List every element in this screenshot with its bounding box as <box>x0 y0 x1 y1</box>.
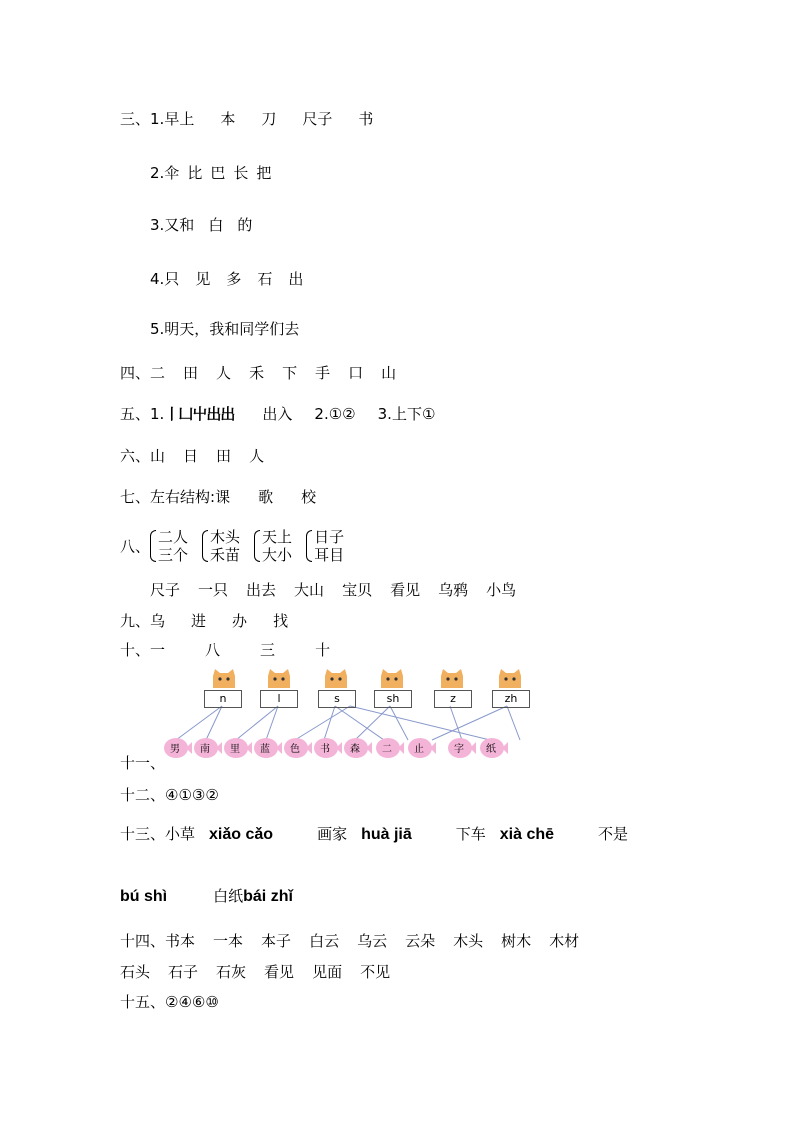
matching-diagram <box>160 668 580 768</box>
fish-char: 色 <box>290 744 300 755</box>
section-3-line-5: 5.明天，我和同学们去 <box>150 320 300 338</box>
section-6: 六、山 日 田 人 <box>120 447 265 465</box>
fish-char: 二 <box>382 744 392 755</box>
fish-char: 森 <box>350 744 360 755</box>
pair-group: 二人 三个 <box>150 528 188 564</box>
section-3-line-4: 4.只 见 多 石 出 <box>150 270 304 288</box>
fish-char: 男 <box>170 744 180 755</box>
section-3-title: 三、 <box>120 110 151 128</box>
fish-char: 里 <box>230 744 240 755</box>
pair-group: 木头 禾苗 <box>202 528 240 564</box>
initial-box: sh <box>374 690 412 708</box>
initial-box: l <box>260 690 298 708</box>
fish-char: 字 <box>454 744 464 755</box>
cat-icon <box>265 668 293 690</box>
cat-icon <box>322 668 350 690</box>
fish-char: 纸 <box>486 744 496 755</box>
section-14-line-2: 石头 石子 石灰 看见 见面 不见 <box>120 963 391 981</box>
cat-icon <box>378 668 406 690</box>
section-7: 七、左右结构:课 歌 校 <box>120 488 317 506</box>
section-9: 九、乌 进 办 找 <box>120 612 289 630</box>
initial-box: z <box>434 690 472 708</box>
fish-char: 南 <box>200 744 210 755</box>
section-4: 四、二 田 人 禾 下 手 口 山 <box>120 364 397 382</box>
section-3-line-2: 2.伞 比 巴 长 把 <box>150 164 272 182</box>
initial-box: n <box>204 690 242 708</box>
cat-icon <box>496 668 524 690</box>
section-3-line-3: 3.又和 白 的 <box>150 216 253 234</box>
initial-box: s <box>318 690 356 708</box>
section-15: 十五、②④⑥⑩ <box>120 993 219 1011</box>
section-5: 五、1.丨凵屮出出 出入 2.①② 3.上下① <box>120 405 436 423</box>
section-8-pairs: 八、 二人 三个 木头 禾苗 天上 大小 日子 耳目 <box>120 528 345 564</box>
cat-icon <box>438 668 466 690</box>
fish-char: 书 <box>320 744 330 755</box>
section-10: 十、一 八 三 十 <box>120 641 331 659</box>
section-13-line-2: bú shì 白纸bái zhǐ <box>120 887 293 905</box>
stroke-order: 丨凵屮出出 <box>164 405 235 423</box>
cat-icon <box>210 668 238 690</box>
section-13-line-1: 十三、小草 xiǎo cǎo 画家 huà jiā 下车 xià chē 不是 <box>120 825 629 843</box>
initial-box: zh <box>492 690 530 708</box>
pair-group: 日子 耳目 <box>306 528 344 564</box>
pair-group: 天上 大小 <box>254 528 292 564</box>
fish-char: 止 <box>414 744 424 755</box>
section-8-words: 尺子 一只 出去 大山 宝贝 看见 乌鸦 小鸟 <box>150 581 517 599</box>
fish-char: 蓝 <box>260 744 270 755</box>
section-11-title: 十一、 <box>120 754 166 772</box>
section-12: 十二、④①③② <box>120 786 219 804</box>
section-14-line-1: 十四、书本 一本 本子 白云 乌云 云朵 木头 树木 木材 <box>120 932 580 950</box>
section-3-line-1: 三、1.早上 本 刀 尺子 书 <box>120 110 374 128</box>
